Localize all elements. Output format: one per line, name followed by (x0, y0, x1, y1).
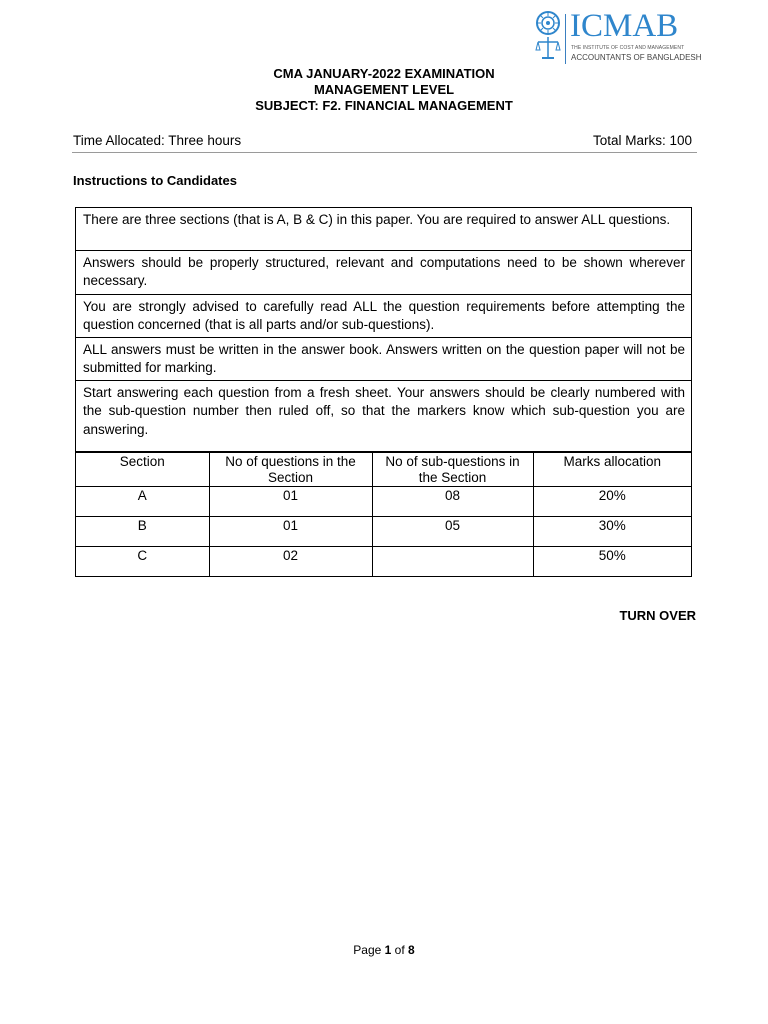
of-word: of (394, 943, 405, 957)
table-cell: 01 (209, 517, 372, 547)
logo-subtitle-line2: ACCOUNTANTS OF BANGLADESH (571, 53, 702, 62)
table-cell: 01 (209, 487, 372, 517)
table-cell: C (76, 547, 209, 576)
page-total: 8 (408, 943, 415, 957)
table-row (76, 547, 691, 576)
time-allocated: Time Allocated: Three hours (73, 133, 242, 148)
instruction-item: Start answering each question from a fresh sheet. Your answers should be clearly numbered with the sub-question number then ruled off, so that the markers know which sub-question you are answering. (76, 381, 691, 452)
logo-divider (565, 14, 566, 64)
logo-subtitle-line1: THE INSTITUTE OF COST AND MANAGEMENT (571, 45, 685, 51)
page-word: Page (353, 943, 382, 957)
table-header-row (76, 453, 691, 487)
exam-title: CMA JANUARY-2022 EXAMINATION (273, 66, 495, 81)
page-current: 1 (384, 943, 392, 957)
column-header: No of sub-questions in the Section (372, 453, 533, 487)
table-cell (372, 547, 533, 576)
table-cell: A (76, 487, 209, 517)
instruction-item: There are three sections (that is A, B & C) in this paper. You are required to answer ALL questions. (76, 208, 691, 251)
table-cell: B (76, 517, 209, 547)
column-header: No of questions in the Section (209, 453, 372, 487)
table-cell: 02 (209, 547, 372, 576)
header-rule (72, 152, 697, 153)
turn-over-label: TURN OVER (619, 608, 696, 623)
emblem-icon (533, 10, 563, 64)
instruction-item: ALL answers must be written in the answer book. Answers written on the question paper will not be submitted for marking. (76, 338, 691, 381)
logo-wordmark: ICMAB (570, 8, 679, 44)
marks-allocation-table (76, 452, 691, 576)
column-header: Marks allocation (533, 453, 691, 487)
table-cell: 08 (372, 487, 533, 517)
table-row (76, 487, 691, 517)
instruction-item: Answers should be properly structured, relevant and computations need to be shown wherever necessary. (76, 251, 691, 295)
instructions-title: Instructions to Candidates (73, 173, 237, 188)
table-cell: 30% (533, 517, 691, 547)
table-cell: 20% (533, 487, 691, 517)
instructions-box (75, 207, 692, 577)
total-marks: Total Marks: 100 (592, 133, 692, 148)
table-cell: 05 (372, 517, 533, 547)
exam-level: MANAGEMENT LEVEL (313, 82, 455, 97)
exam-subject: SUBJECT: F2. FINANCIAL MANAGEMENT (255, 98, 513, 113)
table-cell: 50% (533, 547, 691, 576)
column-header: Section (76, 453, 209, 487)
icmab-logo (533, 8, 702, 66)
instruction-item: You are strongly advised to carefully read ALL the question requirements before attempting the question concerned (that is all parts and/or sub-questions). (76, 295, 691, 338)
page-footer (0, 943, 768, 957)
table-row (76, 517, 691, 547)
